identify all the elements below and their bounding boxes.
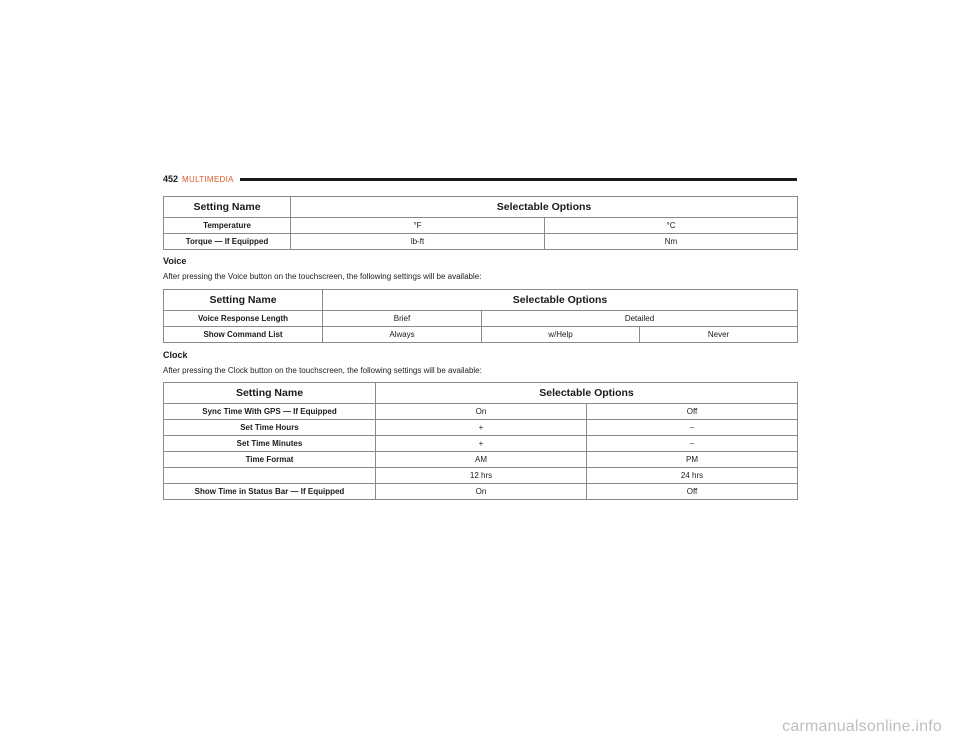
table-header-row: [164, 383, 798, 404]
option-cell: Detailed: [482, 311, 798, 327]
option-cell: Never: [640, 327, 798, 343]
column-header-selectable-options: Selectable Options: [323, 290, 798, 311]
units-settings-table: [163, 196, 798, 250]
table-row: [164, 436, 798, 452]
clock-settings-table: [163, 382, 798, 500]
option-cell: °F: [291, 218, 545, 234]
option-cell: 12 hrs: [376, 468, 587, 484]
page-header: [163, 172, 797, 186]
option-cell: AM: [376, 452, 587, 468]
setting-name-cell: Show Command List: [164, 327, 323, 343]
table-row: [164, 311, 798, 327]
setting-name-cell: Voice Response Length: [164, 311, 323, 327]
table-row: [164, 404, 798, 420]
option-cell: On: [376, 484, 587, 500]
watermark-text: carmanualsonline.info: [782, 718, 942, 735]
column-header-selectable-options: Selectable Options: [291, 197, 798, 218]
option-cell: Off: [587, 404, 798, 420]
setting-name-cell: Time Format: [164, 452, 376, 468]
option-cell: PM: [587, 452, 798, 468]
column-header-selectable-options: Selectable Options: [376, 383, 798, 404]
clock-section-title: Clock: [163, 350, 188, 360]
option-cell: °C: [545, 218, 798, 234]
clock-section-description: After pressing the Clock button on the touchscreen, the following settings will be available:: [163, 366, 482, 375]
section-name: MULTIMEDIA: [182, 174, 234, 184]
table-row: [164, 420, 798, 436]
table-row: [164, 468, 798, 484]
setting-name-cell: Set Time Minutes: [164, 436, 376, 452]
voice-section-title: Voice: [163, 256, 187, 266]
setting-name-cell: Set Time Hours: [164, 420, 376, 436]
setting-name-cell: Temperature: [164, 218, 291, 234]
option-cell: Off: [587, 484, 798, 500]
option-cell: lb-ft: [291, 234, 545, 250]
option-cell: –: [587, 436, 798, 452]
voice-section-description: After pressing the Voice button on the touchscreen, the following settings will be available:: [163, 272, 482, 281]
option-cell: +: [376, 420, 587, 436]
option-cell: Always: [323, 327, 482, 343]
table-row: [164, 452, 798, 468]
table-row: [164, 234, 798, 250]
page-number: 452: [163, 174, 179, 184]
table-header-row: [164, 290, 798, 311]
table-row: [164, 327, 798, 343]
option-cell: +: [376, 436, 587, 452]
option-cell: Nm: [545, 234, 798, 250]
table-header-row: [164, 197, 798, 218]
table-row: [164, 218, 798, 234]
setting-name-cell: Torque — If Equipped: [164, 234, 291, 250]
setting-name-cell: Sync Time With GPS — If Equipped: [164, 404, 376, 420]
option-cell: Brief: [323, 311, 482, 327]
setting-name-cell: [164, 468, 376, 484]
option-cell: –: [587, 420, 798, 436]
option-cell: 24 hrs: [587, 468, 798, 484]
voice-settings-table: [163, 289, 798, 343]
column-header-setting-name: Setting Name: [164, 383, 376, 404]
header-rule: [240, 178, 797, 181]
option-cell: w/Help: [482, 327, 640, 343]
column-header-setting-name: Setting Name: [164, 290, 323, 311]
table-row: [164, 484, 798, 500]
column-header-setting-name: Setting Name: [164, 197, 291, 218]
setting-name-cell: Show Time in Status Bar — If Equipped: [164, 484, 376, 500]
option-cell: On: [376, 404, 587, 420]
